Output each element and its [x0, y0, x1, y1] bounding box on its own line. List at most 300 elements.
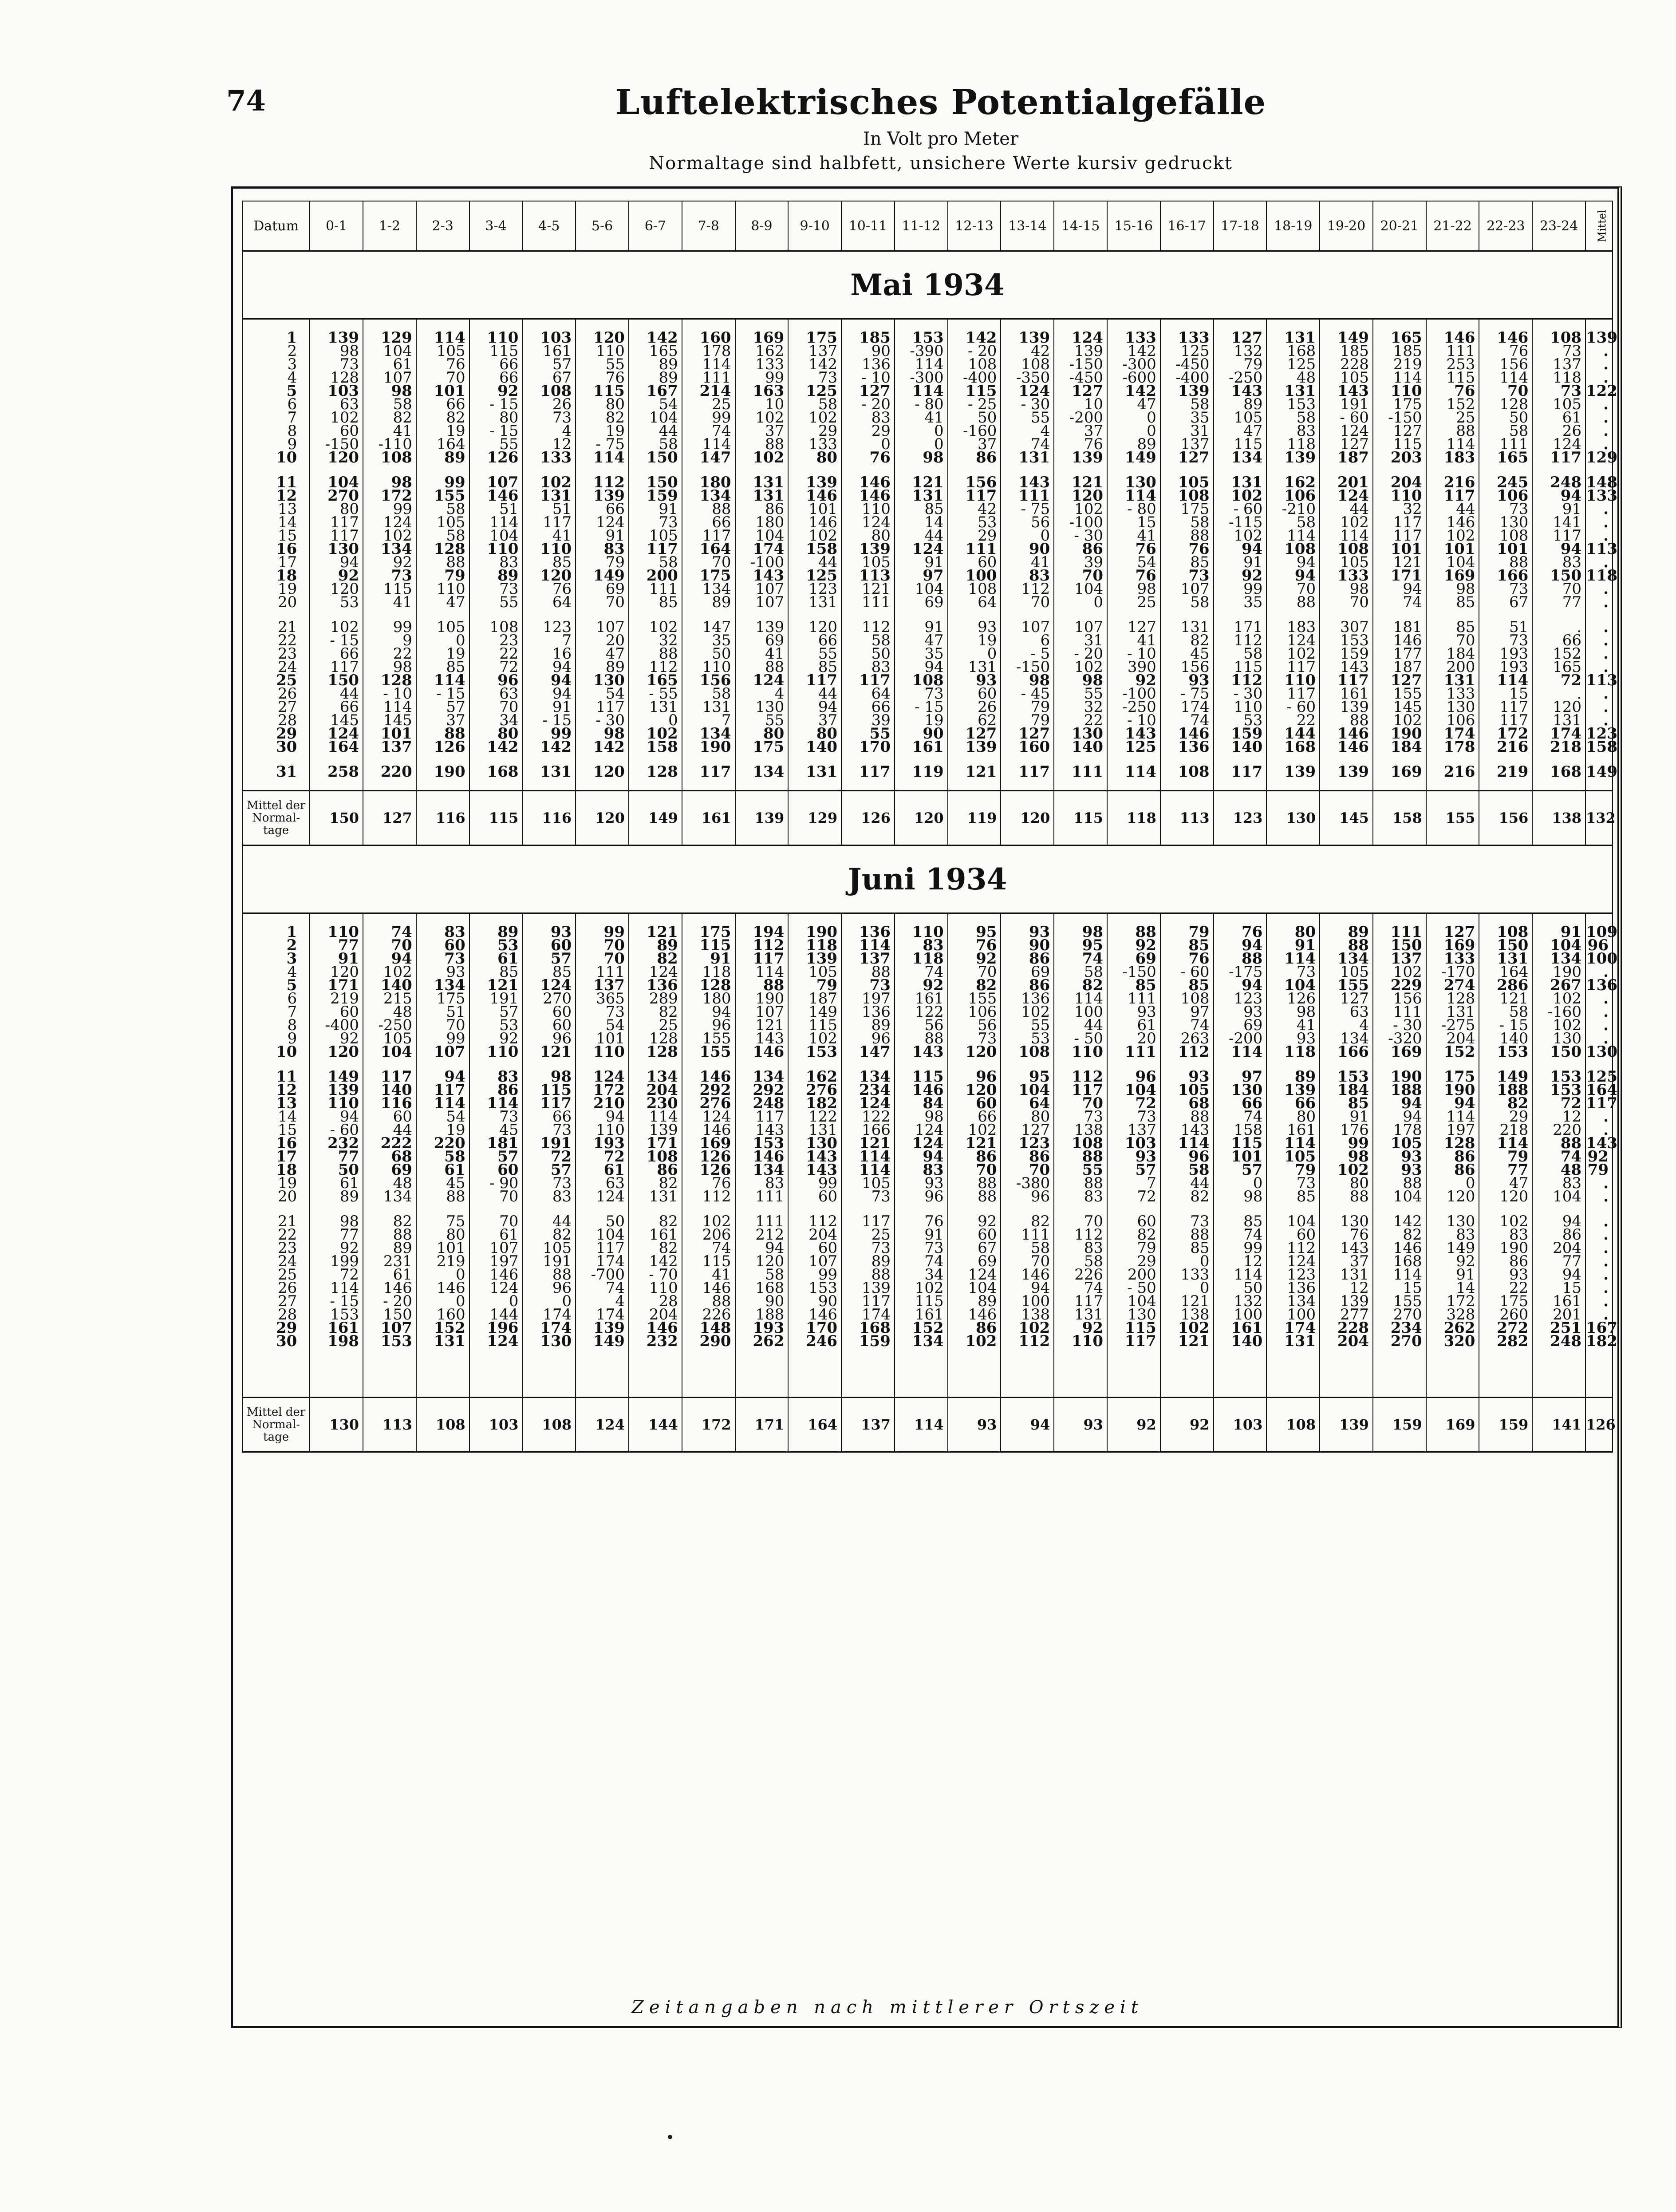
- mean-value-cell: 115: [469, 791, 523, 845]
- value-cell: 125: [788, 569, 841, 582]
- value-cell: 126: [1266, 992, 1320, 1005]
- value-cell: 67: [1479, 596, 1532, 609]
- value-cell: 127: [1373, 674, 1426, 687]
- daily-mean-cell: .: [1585, 424, 1613, 438]
- value-cell: -175: [1214, 965, 1267, 979]
- value-cell: 70: [576, 939, 629, 952]
- value-cell: 20: [576, 634, 629, 647]
- value-cell: 88: [1266, 596, 1320, 609]
- value-cell: 89: [310, 1190, 363, 1203]
- value-cell: 29: [1479, 1110, 1532, 1123]
- value-cell: 108: [1479, 529, 1532, 542]
- value-cell: 136: [1160, 740, 1214, 754]
- value-cell: 57: [416, 700, 469, 714]
- value-cell: 86: [948, 451, 1001, 464]
- value-cell: 66: [310, 647, 363, 660]
- value-cell: 99: [1214, 1241, 1267, 1255]
- value-cell: 161: [629, 1228, 682, 1241]
- value-cell: 72: [469, 660, 523, 674]
- value-cell: 76: [1160, 952, 1214, 965]
- value-cell: 124: [1320, 424, 1373, 438]
- value-cell: 193: [1479, 660, 1532, 674]
- value-cell: 85: [788, 660, 841, 674]
- value-cell: 272: [1479, 1321, 1532, 1335]
- value-cell: 74: [363, 925, 416, 939]
- value-cell: 82: [416, 411, 469, 424]
- value-cell: 143: [1320, 660, 1373, 674]
- value-cell: 60: [522, 1005, 576, 1019]
- value-cell: 136: [841, 925, 895, 939]
- spacer-cell: [242, 913, 310, 926]
- value-cell: 19: [416, 1123, 469, 1137]
- value-cell: 107: [788, 1255, 841, 1268]
- value-cell: 94: [682, 1005, 735, 1019]
- value-cell: 107: [363, 1321, 416, 1335]
- value-cell: 126: [682, 1150, 735, 1163]
- value-cell: 73: [1532, 344, 1585, 358]
- value-cell: 53: [469, 939, 523, 952]
- value-cell: 112: [1054, 1070, 1107, 1083]
- value-cell: 153: [310, 1308, 363, 1321]
- daily-mean-cell: 123: [1586, 725, 1617, 743]
- value-cell: 89: [948, 1295, 1001, 1308]
- value-cell: 140: [363, 1083, 416, 1097]
- header-hour: 14-15: [1054, 201, 1107, 251]
- value-cell: 72: [576, 1150, 629, 1163]
- value-cell: 95: [1001, 1070, 1054, 1083]
- value-cell: 155: [948, 992, 1001, 1005]
- value-cell: 42: [948, 502, 1001, 516]
- value-cell: 131: [1320, 1268, 1373, 1281]
- value-cell: 117: [363, 1070, 416, 1083]
- value-cell: 263: [1160, 1032, 1214, 1045]
- value-cell: 60: [1107, 1215, 1160, 1228]
- value-cell: 60: [788, 1190, 841, 1203]
- value-cell: 55: [1001, 1019, 1054, 1032]
- value-cell: 58: [682, 687, 735, 700]
- value-cell: 228: [1320, 358, 1373, 371]
- value-cell: 127: [1426, 925, 1479, 939]
- value-cell: 85: [1160, 556, 1214, 569]
- page-title: Luftelektrisches Potentialgefälle: [615, 82, 1266, 122]
- value-cell: 140: [1054, 740, 1107, 754]
- value-cell: - 10: [1107, 647, 1160, 660]
- value-cell: 94: [1373, 1097, 1426, 1110]
- value-cell: 107: [1054, 620, 1107, 634]
- value-cell: 86: [1426, 1163, 1479, 1177]
- daily-mean-cell: 133: [1586, 487, 1617, 505]
- value-cell: 57: [469, 1005, 523, 1019]
- value-cell: 83: [1054, 1241, 1107, 1255]
- daily-mean-cell: .: [1585, 344, 1613, 358]
- value-cell: 51: [416, 1005, 469, 1019]
- value-cell: 4: [1320, 1019, 1373, 1032]
- value-cell: 114: [1479, 674, 1532, 687]
- value-cell: 97: [1160, 1005, 1214, 1019]
- mean-value-cell: 120: [576, 791, 629, 845]
- date-cell: 21: [242, 620, 310, 634]
- value-cell: 93: [1107, 1150, 1160, 1163]
- mean-row: [242, 791, 1613, 845]
- value-cell: 165: [1479, 451, 1532, 464]
- value-cell: 89: [469, 569, 523, 582]
- value-cell: 107: [469, 476, 523, 489]
- mean-value-cell: 113: [363, 1398, 416, 1452]
- value-cell: 105: [1320, 965, 1373, 979]
- value-cell: 58: [629, 556, 682, 569]
- value-cell: 110: [576, 1045, 629, 1059]
- value-cell: 117: [1107, 1335, 1160, 1348]
- date-cell: 22: [242, 1228, 310, 1241]
- date-cell: 27: [242, 1295, 310, 1308]
- value-cell: 124: [522, 979, 576, 992]
- value-cell: - 20: [841, 398, 895, 411]
- value-cell: 200: [629, 569, 682, 582]
- mean-value-cell: 169: [1426, 1398, 1479, 1452]
- value-cell: 7: [682, 714, 735, 727]
- value-cell: 133: [1426, 952, 1479, 965]
- value-cell: 163: [735, 384, 789, 398]
- value-cell: 204: [629, 1308, 682, 1321]
- value-cell: 70: [1426, 634, 1479, 647]
- value-cell: 94: [1532, 1215, 1585, 1228]
- value-cell: 161: [310, 1321, 363, 1335]
- value-cell: 82: [629, 952, 682, 965]
- value-cell: 61: [1532, 411, 1585, 424]
- value-cell: -200: [1214, 1032, 1267, 1045]
- value-cell: 146: [841, 476, 895, 489]
- value-cell: 117: [841, 1295, 895, 1308]
- value-cell: 70: [1001, 1163, 1054, 1177]
- daily-mean-cell: .: [1585, 634, 1613, 647]
- value-cell: 93: [1160, 674, 1214, 687]
- value-cell: 75: [416, 1215, 469, 1228]
- value-cell: 121: [1479, 992, 1532, 1005]
- value-cell: 94: [1266, 569, 1320, 582]
- value-cell: 73: [310, 358, 363, 371]
- value-cell: - 30: [1373, 1019, 1426, 1032]
- value-cell: 79: [1107, 1241, 1160, 1255]
- value-cell: 193: [1479, 647, 1532, 660]
- value-cell: 232: [629, 1335, 682, 1348]
- value-cell: 74: [895, 965, 948, 979]
- value-cell: 32: [1373, 502, 1426, 516]
- mean-value-cell: 119: [948, 791, 1001, 845]
- value-cell: 143: [735, 569, 789, 582]
- value-cell: 88: [1160, 1110, 1214, 1123]
- value-cell: 152: [1532, 647, 1585, 660]
- value-cell: 41: [1107, 634, 1160, 647]
- value-cell: 94: [310, 1110, 363, 1123]
- value-cell: 117: [948, 489, 1001, 502]
- spacer-cell: [363, 1348, 416, 1398]
- spacer-cell: [1426, 1348, 1479, 1398]
- value-cell: 69: [1001, 965, 1054, 979]
- value-cell: 117: [522, 516, 576, 529]
- spacer-cell: [522, 1348, 576, 1398]
- value-cell: 111: [1373, 1005, 1426, 1019]
- value-cell: 37: [948, 438, 1001, 451]
- value-cell: 102: [363, 529, 416, 542]
- value-cell: 115: [1426, 371, 1479, 384]
- value-cell: 214: [682, 384, 735, 398]
- value-cell: 139: [1320, 1295, 1373, 1308]
- value-cell: 98: [310, 1215, 363, 1228]
- value-cell: 94: [522, 674, 576, 687]
- value-cell: 117: [629, 542, 682, 556]
- value-cell: 100: [948, 569, 1001, 582]
- value-cell: 89: [363, 1241, 416, 1255]
- value-cell: 88: [1107, 925, 1160, 939]
- value-cell: 88: [948, 1190, 1001, 1203]
- value-cell: 94: [1532, 489, 1585, 502]
- value-cell: 55: [735, 714, 789, 727]
- table-row: [242, 740, 1613, 754]
- mean-value-cell: 120: [895, 791, 948, 845]
- value-cell: 178: [682, 344, 735, 358]
- value-cell: 122: [841, 1110, 895, 1123]
- value-cell: - 20: [363, 1295, 416, 1308]
- value-cell: 112: [1214, 634, 1267, 647]
- value-cell: 185: [1320, 344, 1373, 358]
- mean-row: [242, 1398, 1613, 1452]
- value-cell: 102: [788, 411, 841, 424]
- value-cell: 120: [576, 331, 629, 344]
- value-cell: 222: [363, 1137, 416, 1150]
- value-cell: 191: [522, 1255, 576, 1268]
- value-cell: 178: [1373, 1123, 1426, 1137]
- value-cell: 53: [948, 516, 1001, 529]
- mean-value-cell: 145: [1320, 791, 1373, 845]
- value-cell: 50: [1479, 411, 1532, 424]
- value-cell: 99: [363, 620, 416, 634]
- value-cell: 70: [948, 965, 1001, 979]
- value-cell: 74: [895, 1255, 948, 1268]
- header-hour: 23-24: [1532, 201, 1585, 251]
- value-cell: 115: [1107, 1321, 1160, 1335]
- value-cell: 171: [310, 979, 363, 992]
- value-cell: 124: [629, 965, 682, 979]
- value-cell: 4: [1001, 424, 1054, 438]
- value-cell: 25: [682, 398, 735, 411]
- value-cell: 274: [1426, 979, 1479, 992]
- value-cell: 153: [1320, 1070, 1373, 1083]
- value-cell: 196: [469, 1321, 523, 1335]
- value-cell: -100: [1107, 687, 1160, 700]
- value-cell: - 10: [841, 371, 895, 384]
- value-cell: 125: [1266, 358, 1320, 371]
- value-cell: - 75: [576, 438, 629, 451]
- value-cell: 80: [469, 411, 523, 424]
- value-cell: 139: [1054, 344, 1107, 358]
- value-cell: 41: [363, 596, 416, 609]
- value-cell: 92: [1054, 1321, 1107, 1335]
- daily-mean-cell: .: [1585, 1019, 1613, 1032]
- value-cell: 76: [1479, 344, 1532, 358]
- value-cell: -275: [1426, 1019, 1479, 1032]
- mean-value-cell: 120: [1001, 791, 1054, 845]
- value-cell: 174: [841, 1308, 895, 1321]
- value-cell: 117: [416, 1083, 469, 1097]
- value-cell: 112: [735, 939, 789, 952]
- value-cell: 104: [363, 1045, 416, 1059]
- value-cell: 161: [895, 1308, 948, 1321]
- value-cell: 168: [841, 1321, 895, 1335]
- value-cell: 53: [310, 596, 363, 609]
- value-cell: 88: [1320, 939, 1373, 952]
- value-cell: 70: [1054, 569, 1107, 582]
- value-cell: 19: [416, 424, 469, 438]
- value-cell: 139: [310, 1083, 363, 1097]
- value-cell: 115: [788, 1019, 841, 1032]
- value-cell: 88: [1320, 714, 1373, 727]
- daily-mean-cell: .: [1585, 1308, 1613, 1321]
- value-cell: 134: [1266, 1295, 1320, 1308]
- value-cell: 114: [1266, 529, 1320, 542]
- value-cell: 73: [1532, 384, 1585, 398]
- value-cell: 93: [1373, 1150, 1426, 1163]
- value-cell: 88: [522, 1268, 576, 1281]
- value-cell: 76: [948, 939, 1001, 952]
- value-cell: 160: [682, 331, 735, 344]
- value-cell: 105: [1266, 1150, 1320, 1163]
- value-cell: 134: [841, 1070, 895, 1083]
- value-cell: 92: [469, 1032, 523, 1045]
- value-cell: 66: [576, 502, 629, 516]
- value-cell: 101: [576, 1032, 629, 1045]
- value-cell: 55: [469, 596, 523, 609]
- value-cell: 92: [948, 1215, 1001, 1228]
- value-cell: 35: [1214, 596, 1267, 609]
- daily-mean-cell: 143: [1586, 1134, 1617, 1152]
- value-cell: -100: [1054, 516, 1107, 529]
- value-cell: 22: [363, 647, 416, 660]
- value-cell: 108: [1001, 1045, 1054, 1059]
- value-cell: 121: [735, 1019, 789, 1032]
- value-cell: -380: [1001, 1177, 1054, 1190]
- value-cell: 149: [576, 569, 629, 582]
- daily-mean-cell: 100: [1586, 950, 1617, 968]
- value-cell: 128: [416, 542, 469, 556]
- daily-mean-cell: .: [1585, 1281, 1613, 1295]
- value-cell: 58: [735, 1268, 789, 1281]
- value-cell: 105: [841, 556, 895, 569]
- value-cell: 80: [576, 398, 629, 411]
- mean-value-cell: 139: [1320, 1398, 1373, 1452]
- value-cell: 83: [1532, 556, 1585, 569]
- value-cell: 127: [1001, 727, 1054, 740]
- value-cell: 218: [1479, 1123, 1532, 1137]
- value-cell: 165: [1532, 660, 1585, 674]
- value-cell: 94: [363, 952, 416, 965]
- value-cell: 128: [1426, 1137, 1479, 1150]
- value-cell: 117: [1320, 674, 1373, 687]
- month-heading-row: [242, 845, 1613, 913]
- value-cell: 89: [629, 371, 682, 384]
- value-cell: 99: [788, 1177, 841, 1190]
- value-cell: 15: [1532, 1281, 1585, 1295]
- value-cell: 94: [1373, 582, 1426, 596]
- value-cell: 234: [841, 1083, 895, 1097]
- mean-value-cell: 130: [310, 1398, 363, 1452]
- value-cell: 131: [948, 660, 1001, 674]
- value-cell: 139: [841, 1281, 895, 1295]
- value-cell: 70: [1479, 384, 1532, 398]
- value-cell: 37: [416, 714, 469, 727]
- value-cell: 73: [1479, 502, 1532, 516]
- daily-mean-cell: 148: [1586, 474, 1617, 491]
- value-cell: - 30: [576, 714, 629, 727]
- value-cell: 145: [310, 714, 363, 727]
- value-cell: 142: [1107, 384, 1160, 398]
- table-row: [242, 596, 1613, 609]
- value-cell: 104: [1107, 1083, 1160, 1097]
- value-cell: - 30: [1001, 398, 1054, 411]
- value-cell: 108: [1160, 765, 1214, 778]
- daily-mean-cell: .: [1585, 502, 1613, 516]
- value-cell: 88: [895, 1032, 948, 1045]
- value-cell: 190: [682, 740, 735, 754]
- value-cell: 110: [310, 1097, 363, 1110]
- value-cell: -700: [576, 1268, 629, 1281]
- value-cell: - 60: [1214, 502, 1267, 516]
- value-cell: 94: [416, 1070, 469, 1083]
- value-cell: 175: [416, 992, 469, 1005]
- value-cell: 32: [1054, 700, 1107, 714]
- value-cell: 150: [1479, 939, 1532, 952]
- value-cell: - 10: [1107, 714, 1160, 727]
- value-cell: 89: [576, 660, 629, 674]
- value-cell: 117: [841, 1215, 895, 1228]
- mean-value-cell: 158: [1373, 791, 1426, 845]
- value-cell: 169: [1426, 939, 1479, 952]
- value-cell: 86: [1426, 1150, 1479, 1163]
- value-cell: 175: [1160, 502, 1214, 516]
- value-cell: 146: [1320, 740, 1373, 754]
- value-cell: 137: [1107, 1123, 1160, 1137]
- value-cell: 10: [735, 398, 789, 411]
- mean-value-cell: 108: [1266, 1398, 1320, 1452]
- value-cell: 64: [1001, 1097, 1054, 1110]
- value-cell: 91: [1426, 1268, 1479, 1281]
- value-cell: 15: [1479, 687, 1532, 700]
- value-cell: 89: [1266, 1070, 1320, 1083]
- mean-value-cell: 138: [1532, 791, 1585, 845]
- value-cell: - 15: [310, 634, 363, 647]
- value-cell: 114: [310, 1281, 363, 1295]
- value-cell: 187: [1373, 660, 1426, 674]
- value-cell: 111: [735, 1190, 789, 1203]
- table-row: [242, 1045, 1613, 1059]
- value-cell: 92: [310, 1241, 363, 1255]
- daily-mean-cell: 164: [1586, 1081, 1617, 1099]
- value-cell: 44: [788, 556, 841, 569]
- value-cell: 216: [1426, 476, 1479, 489]
- value-cell: 124: [1266, 1255, 1320, 1268]
- value-cell: 76: [576, 371, 629, 384]
- value-cell: 133: [1320, 569, 1373, 582]
- value-cell: 120: [310, 582, 363, 596]
- value-cell: 245: [1479, 476, 1532, 489]
- value-cell: 55: [1054, 687, 1107, 700]
- value-cell: 121: [1373, 556, 1426, 569]
- value-cell: 91: [682, 952, 735, 965]
- value-cell: 118: [682, 965, 735, 979]
- value-cell: 83: [1532, 1177, 1585, 1190]
- value-cell: 60: [310, 424, 363, 438]
- value-cell: 93: [416, 965, 469, 979]
- value-cell: 124: [1320, 489, 1373, 502]
